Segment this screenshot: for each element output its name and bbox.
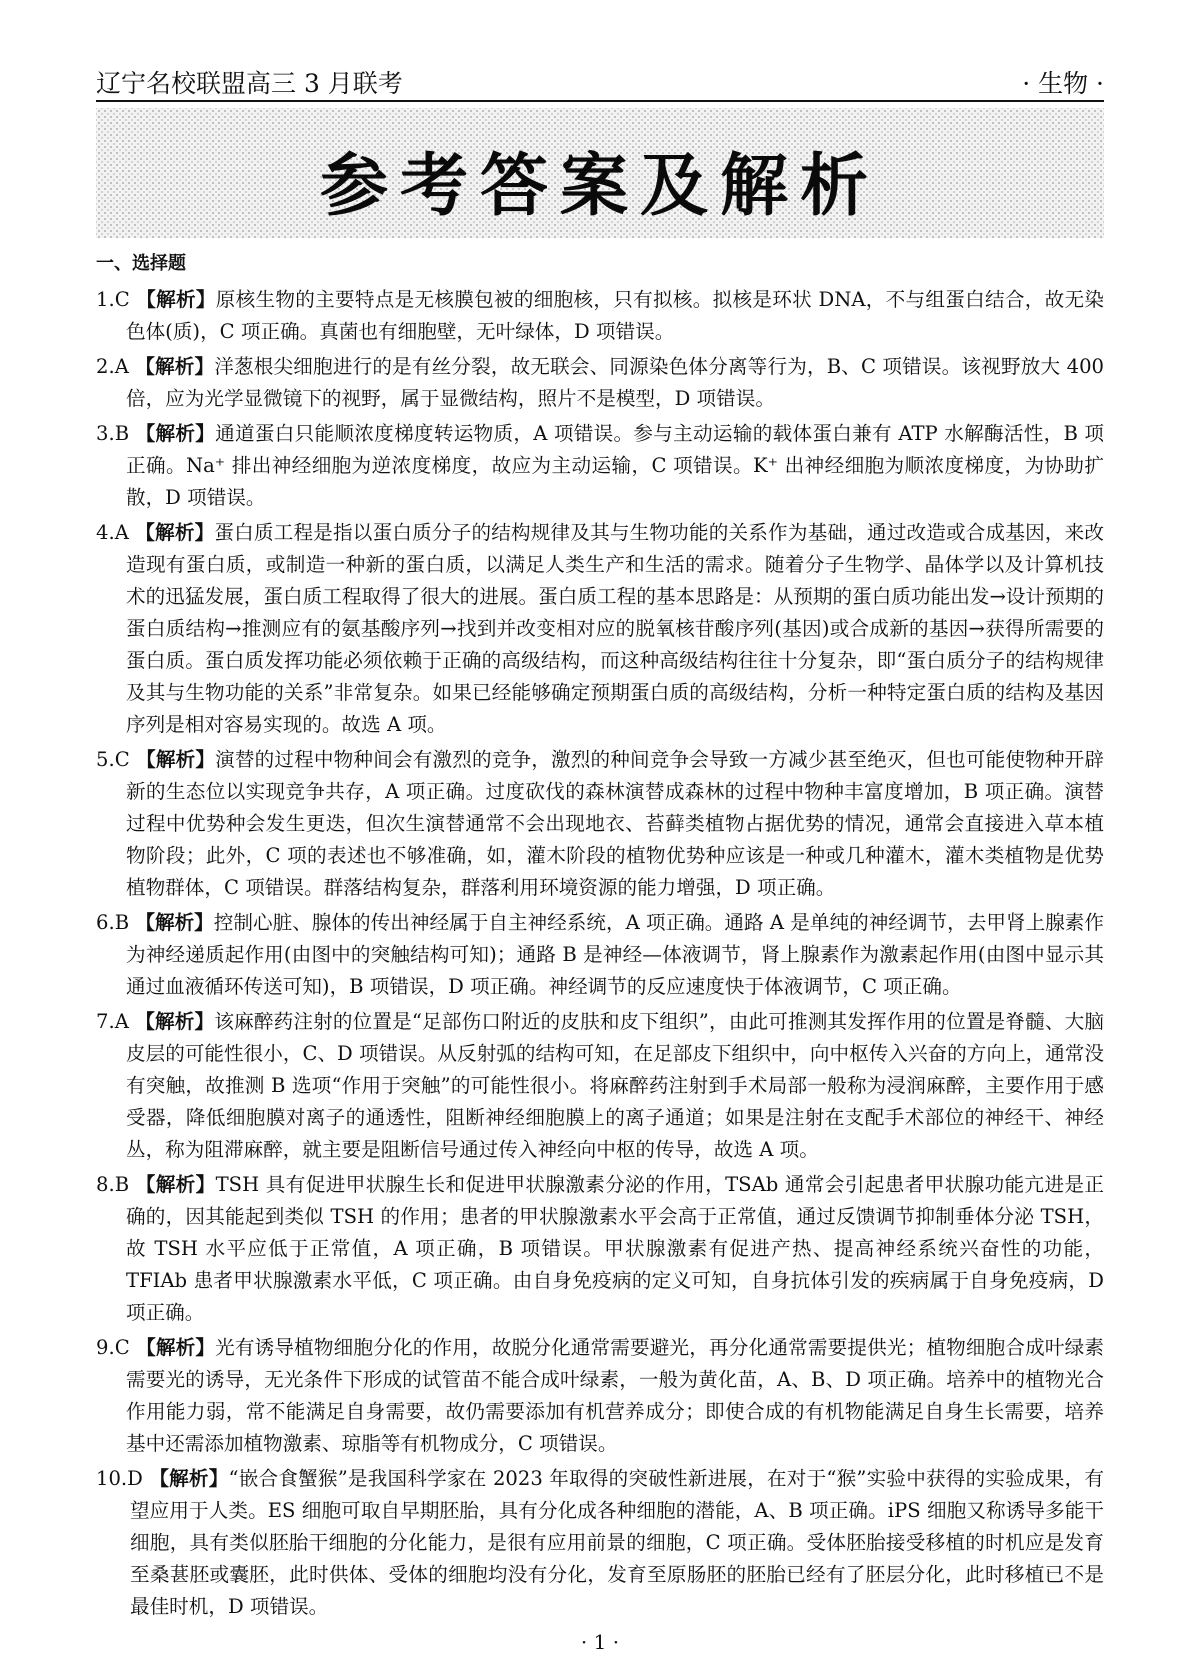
answer-letter: C (114, 288, 130, 311)
question-number: 9. (96, 1336, 115, 1359)
page-number: · 1 · (580, 1630, 620, 1654)
subject-label: · 生物 · (1022, 69, 1104, 98)
answer-letter: C (114, 748, 130, 771)
question-number: 10. (96, 1467, 128, 1490)
answer-item-4 (96, 517, 1104, 741)
analysis-text: 蛋白质工程是指以蛋白质分子的结构规律及其与生物功能的关系作为基础，通过改造或合成基因，来改造现有蛋白质，或制造一种新的蛋白质，以满足人类生产和生活的需求。随着分子生物学、晶体学以及计算机技术的迅猛发展，蛋白质工程取得了很大的进展。蛋白质工程的基本思路是：从预期的蛋白质功能出发→设计预期的蛋白质结构→推测应有的氨基酸序列→找到并改变相对应的脱氧核苷酸序列(基因)或合成新的基因→获得所需要的蛋白质。蛋白质发挥功能必须依赖于正确的高级结构，而这种高级结构往往十分复杂，即“蛋白质分子的结构规律及其与生物功能的关系”非常复杂。如果已经能够确定预期蛋白质的高级结构，分析一种特定蛋白质的结构及基因序列是相对容易实现的。故选 A 项。 (126, 521, 1105, 736)
answer-letter: A (114, 1010, 129, 1033)
analysis-tag: 【解析】 (136, 748, 216, 771)
analysis-tag: 【解析】 (135, 1173, 216, 1196)
analysis-tag: 【解析】 (135, 521, 215, 544)
answer-letter: B (114, 422, 130, 445)
question-number: 7. (96, 1010, 115, 1033)
analysis-text: 洋葱根尖细胞进行的是有丝分裂，故无联会、同源染色体分离等行为，B、C 项错误。该视野放大 400 倍，应为光学显微镜下的视野，属于显微结构，照片不是模型，D 项错误。 (126, 355, 1104, 410)
answer-item-8 (96, 1169, 1104, 1329)
analysis-tag: 【解析】 (135, 1010, 215, 1033)
analysis-text: 控制心脏、腺体的传出神经属于自主神经系统，A 项正确。通路 A 是单纯的神经调节，去甲肾上腺素作为神经递质起作用(由图中的突触结构可知)；通路 B 是神经—体液调节，肾上腺素作为激素起作用(由图中显示其通过血液循环传送可知)，B 项错误，D 项正确。神经调节的反应速度快于体液调节，C 项正确。 (126, 911, 1105, 998)
question-number: 1. (96, 288, 115, 311)
answer-item-2 (96, 351, 1104, 415)
answer-item-5 (96, 744, 1104, 904)
analysis-tag: 【解析】 (135, 911, 214, 934)
analysis-text: 原核生物的主要特点是无核膜包被的细胞核，只有拟核。拟核是环状 DNA，不与组蛋白结合，故无染色体(质)，C 项正确。真菌也有细胞壁，无叶绿体，D 项错误。 (126, 288, 1105, 343)
page-header (96, 60, 1104, 102)
answer-item-3 (96, 418, 1104, 514)
question-number: 6. (96, 911, 115, 934)
analysis-tag: 【解析】 (136, 1336, 216, 1359)
analysis-text: 该麻醉药注射的位置是“足部伤口附近的皮肤和皮下组织”，由此可推测其发挥作用的位置是脊髓、大脑皮层的可能性很小，C、D 项错误。从反射弧的结构可知，在足部皮下组织中，向中枢传入兴奋的方向上，通常没有突触，故推测 B 选项“作用于突触”的可能性很小。将麻醉药注射到手术局部一般称为浸润麻醉，主要作用于感受器，降低细胞膜对离子的通透性，阻断神经细胞膜上的离子通道；如果是注射在支配手术部位的神经干、神经丛，称为阻滞麻醉，就主要是阻断信号通过传入神经向中枢的传导，故选 A 项。 (126, 1010, 1104, 1161)
question-number: 3. (96, 422, 115, 445)
analysis-tag: 【解析】 (149, 1467, 229, 1490)
question-number: 5. (96, 748, 115, 771)
analysis-text: 光有诱导植物细胞分化的作用，故脱分化通常需要避光，再分化通常需要提供光；植物细胞合成叶绿素需要光的诱导，无光条件下形成的试管苗不能合成叶绿素，一般为黄化苗，A、B、D 项正确。培养中的植物光合作用能力弱，常不能满足自身需要，故仍需要添加有机营养成分；即使合成的有机物能满足自身生长需要，培养基中还需添加植物激素、琼脂等有机物成分，C 项错误。 (126, 1336, 1105, 1455)
question-number: 4. (96, 521, 115, 544)
answer-letter: B (114, 911, 130, 934)
answer-item-6 (96, 907, 1104, 1003)
banner-title: 参考答案及解析 (319, 147, 880, 226)
analysis-text: 通道蛋白只能顺浓度梯度转运物质，A 项错误。参与主动运输的载体蛋白兼有 ATP 水解酶活性，B 项正确。Na⁺ 排出神经细胞为逆浓度梯度，故应为主动运输，C 项错误。K⁺ 出神经细胞为顺浓度梯度，为协助扩散，D 项错误。 (126, 422, 1105, 509)
analysis-text: 演替的过程中物种间会有激烈的竞争，激烈的种间竞争会导致一方减少甚至绝灭，但也可能使物种开辟新的生态位以实现竞争共存，A 项正确。过度砍伐的森林演替成森林的过程中物种丰富度增加，B 项正确。演替过程中优势种会发生更迭，但次生演替通常不会出现地衣、苔藓类植物占据优势的情况，通常会直接进入草本植物阶段；此外，C 项的表述也不够准确，如，灌木阶段的植物优势种应该是一种或几种灌木，灌木类植物是优势植物群体，C 项错误。群落结构复杂，群落利用环境资源的能力增强，D 项正确。 (126, 748, 1105, 899)
analysis-text: TSH 具有促进甲状腺生长和促进甲状腺激素分泌的作用，TSAb 通常会引起患者甲状腺功能亢进是正确的，因其能起到类似 TSH 的作用；患者的甲状腺激素水平会高于正常值，通过反馈调节抑制垂体分泌 TSH，故 TSH 水平应低于正常值，A 项正确，B 项错误。甲状腺激素有促进产热、提高神经系统兴奋性的功能，TFIAb 患者甲状腺激素水平低，C 项正确。由自身免疫病的定义可知，自身抗体引发的疾病属于自身免疫病，D 项正确。 (126, 1173, 1105, 1324)
answer-letter: A (114, 521, 129, 544)
answer-letter: A (114, 355, 129, 378)
section-heading: 一、选择题 (96, 253, 186, 274)
question-number: 2. (96, 355, 115, 378)
analysis-tag: 【解析】 (135, 355, 215, 378)
answer-item-9 (96, 1332, 1104, 1460)
answer-letter: B (114, 1173, 130, 1196)
answer-item-10 (96, 1463, 1104, 1623)
answer-letter: D (127, 1467, 143, 1490)
title-banner (96, 108, 1104, 238)
answer-item-7 (96, 1006, 1104, 1166)
answer-letter: C (114, 1336, 130, 1359)
answer-content (96, 248, 1104, 1626)
exam-title: 辽宁名校联盟高三 3 月联考 (96, 69, 403, 98)
analysis-tag: 【解析】 (136, 288, 216, 311)
analysis-text: “嵌合食蟹猴”是我国科学家在 2023 年取得的突破性新进展，在对于“猴”实验中获得的实验成果，有望应用于人类。ES 细胞可取自早期胚胎，具有分化成各种细胞的潜能，A、B 项正确。iPS 细胞又称诱导多能干细胞，具有类似胚胎干细胞的分化能力，是很有应用前景的细胞，C 项正确。受体胚胎接受移植的时机应是发育至桑葚胚或囊胚，此时供体、受体的细胞均没有分化，发育至原肠胚的胚胎已经有了胚层分化，此时移植已不是最佳时机，D 项错误。 (130, 1467, 1104, 1618)
answer-item-1 (96, 284, 1104, 348)
question-number: 8. (96, 1173, 115, 1196)
analysis-tag: 【解析】 (135, 422, 216, 445)
